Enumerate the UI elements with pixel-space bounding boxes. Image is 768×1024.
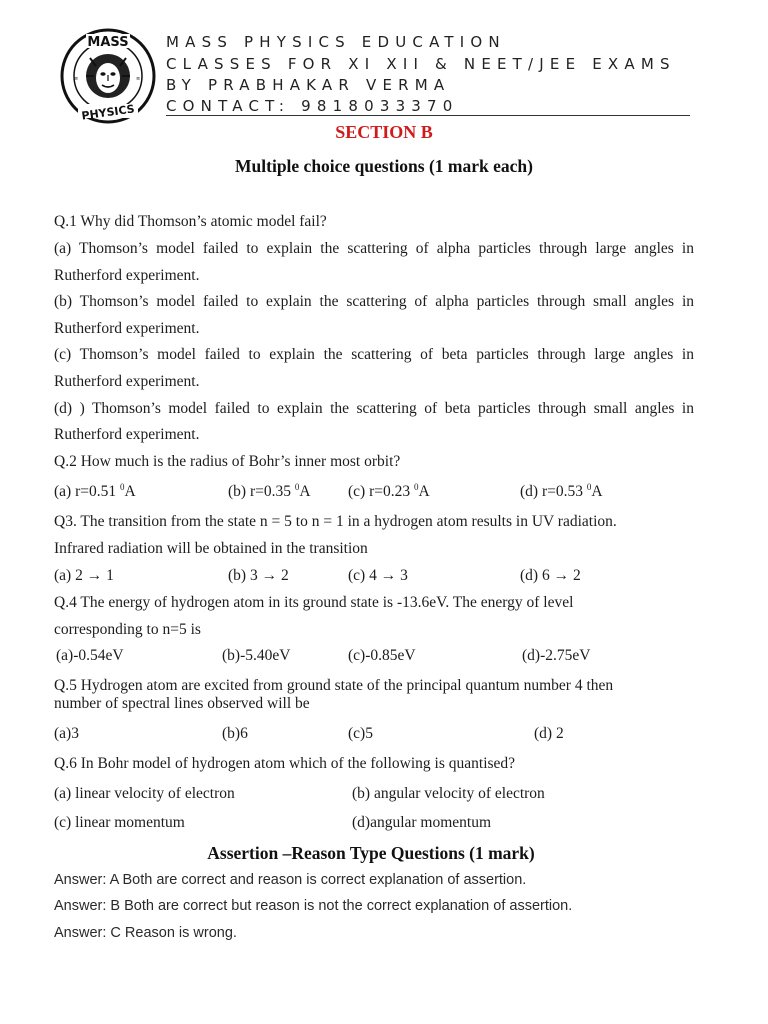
mass-physics-logo: [60, 28, 156, 124]
answer-c: Answer: C Reason is wrong.: [54, 925, 237, 941]
mcq-title: Multiple choice questions (1 mark each): [235, 156, 533, 176]
answer-b: Answer: B Both are correct but reason is not the correct explanation of assertion.: [54, 898, 573, 914]
q2-option-b: (b) r=0.35 $^0$A: [228, 482, 311, 500]
q5-option-c: (c)5: [348, 725, 373, 742]
q6-option-a: (a) linear velocity of electron: [54, 785, 235, 802]
q2-option-d: (d) r=0.53 $^0$A: [520, 482, 603, 500]
q4-question-line-2: corresponding to n=5 is: [54, 621, 201, 638]
q6-question: Q.6 In Bohr model of hydrogen atom which of the following is quantised?: [54, 755, 516, 772]
q2-option-c: (c) r=0.23 $^0$A: [348, 482, 430, 500]
logo-text-top: MASS: [87, 35, 129, 50]
q2-option-a: (a) r=0.51 $^0$A: [54, 482, 136, 500]
q5-option-d: (d) 2: [534, 725, 564, 742]
q4-question-line-1: Q.4 The energy of hydrogen atom in its ground state is -13.6eV. The energy of level: [54, 594, 574, 611]
q4-option-d: (d)-2.75eV: [522, 647, 591, 664]
answer-a: Answer: A Both are correct and reason is correct explanation of assertion.: [54, 872, 527, 888]
q6-option-b: (b) angular velocity of electron: [352, 785, 545, 802]
q4-option-a: (a)-0.54eV: [56, 647, 124, 664]
q6-option-d: (d)angular momentum: [352, 814, 492, 831]
q3-option-a: (a) 2 → 1: [54, 567, 114, 584]
q1-option-b-cont: Rutherford experiment.: [54, 320, 200, 337]
svg-text:≡: ≡: [136, 76, 141, 82]
q1-option-b: (b) Thomson’s model failed to explain the scattering of alpha particles through small angles in: [54, 293, 694, 310]
q1-option-c: (c) Thomson’s model failed to explain the scattering of beta particles through large angles in: [54, 346, 694, 363]
header-line-2: CLASSES FOR XI XII & NEET/JEE EXAMS: [166, 55, 676, 73]
q5-question-line-2: number of spectral lines observed will be: [54, 695, 310, 712]
q5-option-b: (b)6: [222, 725, 248, 742]
header-line-3: BY PRABHAKAR VERMA: [166, 76, 451, 94]
logo-text-bottom: PHYSICS: [80, 102, 136, 123]
header-line-4: CONTACT: 9818033370: [166, 97, 459, 115]
q3-question-line-2: Infrared radiation will be obtained in the transition: [54, 540, 368, 557]
q3-option-c: (c) 4 → 3: [348, 567, 408, 584]
header-rule: [166, 115, 690, 116]
section-title: SECTION B: [335, 122, 433, 142]
q2-question: Q.2 How much is the radius of Bohr’s inner most orbit?: [54, 453, 401, 470]
q1-option-a: (a) Thomson’s model failed to explain the scattering of alpha particles through large angles in: [54, 240, 694, 257]
header-line-1: MASS PHYSICS EDUCATION: [166, 33, 506, 51]
q5-option-a: (a)3: [54, 725, 79, 742]
q1-question: Q.1 Why did Thomson’s atomic model fail?: [54, 213, 327, 230]
q1-option-d: (d) ) Thomson’s model failed to explain the scattering of beta particles through small angles in: [54, 400, 694, 417]
q5-question-line-1: Q.5 Hydrogen atom are excited from ground state of the principal quantum number 4 then: [54, 677, 614, 694]
q3-question-line-1: Q3. The transition from the state n = 5 to n = 1 in a hydrogen atom results in UV radiation.: [54, 513, 617, 530]
q1-option-d-cont: Rutherford experiment.: [54, 426, 200, 443]
q4-option-b: (b)-5.40eV: [222, 647, 291, 664]
assertion-reason-title: Assertion –Reason Type Questions (1 mark): [207, 843, 535, 863]
q6-option-c: (c) linear momentum: [54, 814, 185, 831]
q4-option-c: (c)-0.85eV: [348, 647, 416, 664]
svg-text:≡: ≡: [74, 76, 79, 82]
q3-option-b: (b) 3 → 2: [228, 567, 289, 584]
q3-option-d: (d) 6 → 2: [520, 567, 581, 584]
q1-option-a-cont: Rutherford experiment.: [54, 267, 200, 284]
q1-option-c-cont: Rutherford experiment.: [54, 373, 200, 390]
